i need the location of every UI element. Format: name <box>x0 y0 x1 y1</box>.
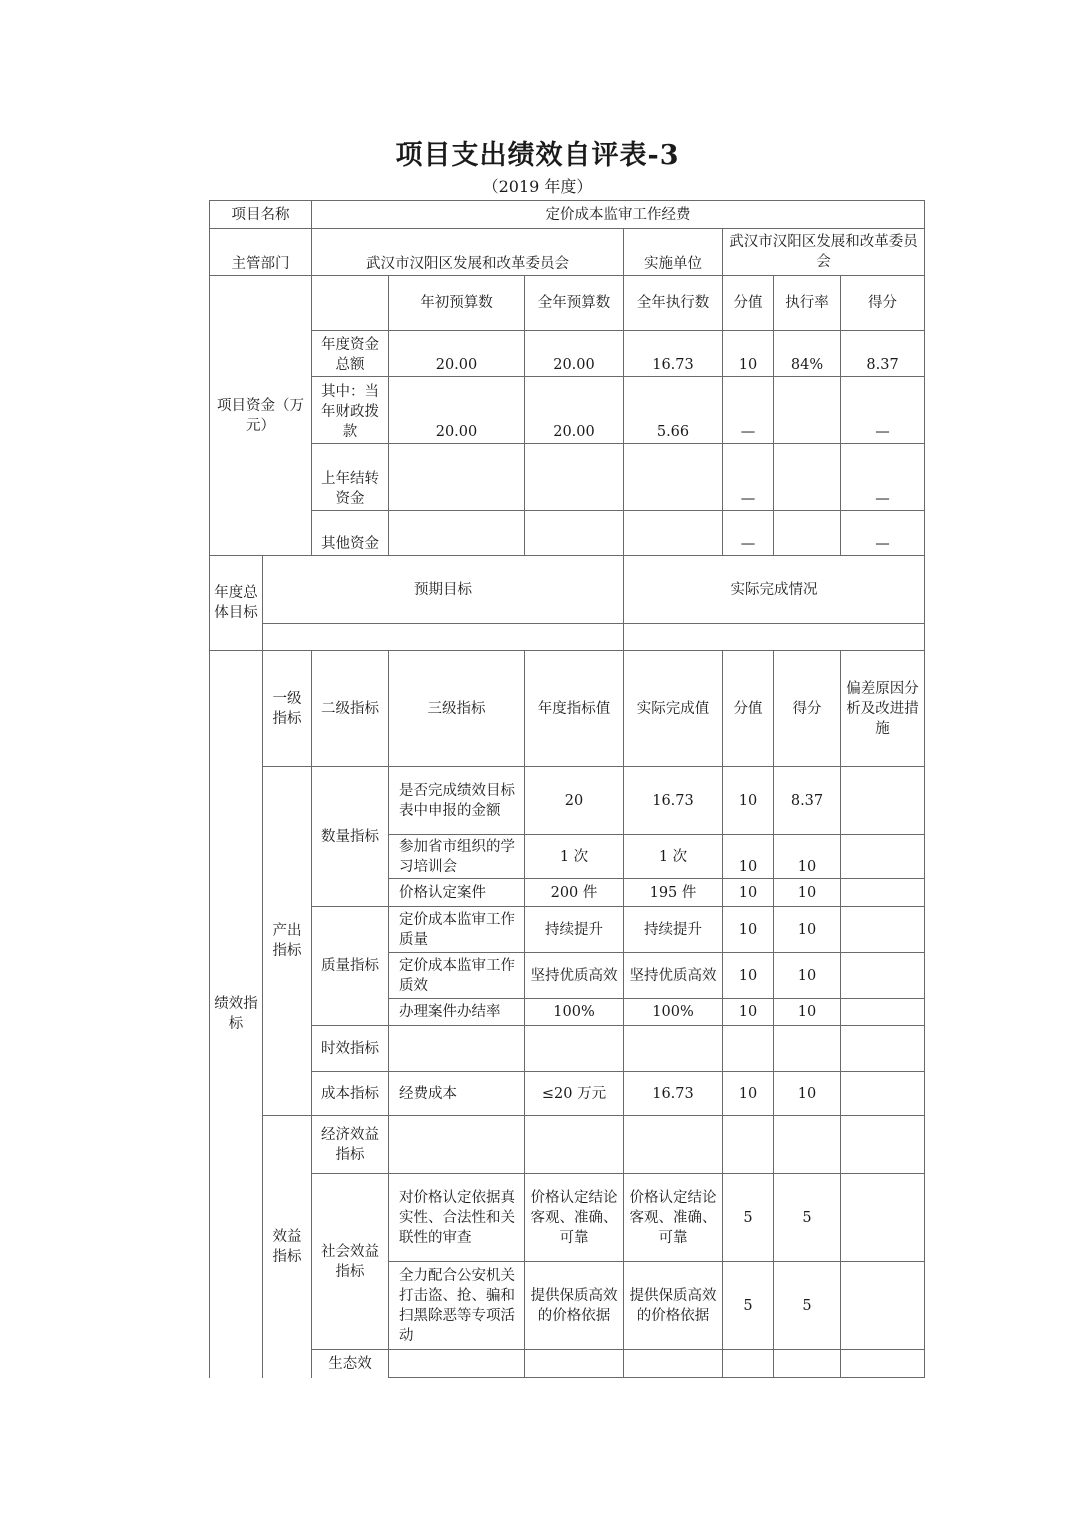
indicator-score: 10 <box>723 879 774 907</box>
indicator-header: 分值 <box>723 651 774 767</box>
indicator-actual: 坚持优质高效 <box>624 953 723 999</box>
funds-cell: — <box>723 511 774 556</box>
funds-header: 执行率 <box>774 276 841 331</box>
funds-row <box>210 331 925 377</box>
funds-cell: 8.37 <box>841 331 925 377</box>
funds-row-name: 其他资金 <box>312 511 389 556</box>
goals-value-row <box>210 624 925 651</box>
funds-row-name: 上年结转资金 <box>312 444 389 511</box>
funds-row <box>210 444 925 511</box>
funds-cell: — <box>723 377 774 444</box>
indicator-header: 二级指标 <box>312 651 389 767</box>
indicator-score: 10 <box>723 953 774 999</box>
funds-cell <box>389 444 525 511</box>
indicator-name: 定价成本监审工作质效 <box>389 953 525 999</box>
indicator-actual: 价格认定结论客观、准确、可靠 <box>624 1174 723 1262</box>
benefit-label: 效益指标 <box>263 1116 312 1378</box>
goals-header-row <box>210 556 925 624</box>
funds-header: 全年预算数 <box>525 276 624 331</box>
empty-cell <box>841 1026 925 1072</box>
indicator-actual: 提供保质高效的价格依据 <box>624 1262 723 1350</box>
funds-cell <box>525 511 624 556</box>
funds-header: 年初预算数 <box>389 276 525 331</box>
indicator-score: 5 <box>723 1174 774 1262</box>
funds-header-row <box>210 276 925 331</box>
indicator-score: 10 <box>723 1072 774 1116</box>
funds-label: 项目资金（万元） <box>210 276 312 556</box>
goals-actual-header: 实际完成情况 <box>624 556 925 624</box>
empty-cell <box>525 1350 624 1378</box>
funds-header: 分值 <box>723 276 774 331</box>
indicator-got: 10 <box>774 1072 841 1116</box>
dept-name: 武汉市汉阳区发展和改革委员会 <box>312 229 624 276</box>
funds-row <box>210 377 925 444</box>
goals-actual-value <box>624 624 925 651</box>
indicator-header-row <box>210 651 925 767</box>
funds-cell: — <box>841 511 925 556</box>
funds-cell <box>389 511 525 556</box>
project-row <box>210 201 925 229</box>
empty-cell <box>723 1350 774 1378</box>
empty-cell <box>624 1026 723 1072</box>
timeliness-label: 时效指标 <box>312 1026 389 1072</box>
indicator-score: 10 <box>723 907 774 953</box>
funds-cell: 16.73 <box>624 331 723 377</box>
empty-cell <box>525 1026 624 1072</box>
indicator-target: ≤20 万元 <box>525 1072 624 1116</box>
funds-cell <box>774 444 841 511</box>
indicator-note <box>841 1072 925 1116</box>
empty-cell <box>723 1116 774 1174</box>
indicator-actual: 195 件 <box>624 879 723 907</box>
empty-cell <box>841 1350 925 1378</box>
indicator-got: 10 <box>774 953 841 999</box>
dept-row <box>210 229 925 276</box>
empty-cell <box>624 1116 723 1174</box>
indicator-header: 偏差原因分析及改进措施 <box>841 651 925 767</box>
funds-cell: — <box>841 377 925 444</box>
empty-cell <box>389 1026 525 1072</box>
indicator-got: 10 <box>774 907 841 953</box>
indicator-score: 5 <box>723 1262 774 1350</box>
indicator-row <box>210 907 925 953</box>
indicator-got: 10 <box>774 835 841 879</box>
empty-cell <box>723 1026 774 1072</box>
dept-label: 主管部门 <box>210 229 312 276</box>
indicator-row <box>210 1174 925 1262</box>
empty-cell <box>841 1116 925 1174</box>
project-name: 定价成本监审工作经费 <box>312 201 925 229</box>
empty-cell <box>774 1116 841 1174</box>
goals-expected-value <box>263 624 624 651</box>
funds-cell <box>624 511 723 556</box>
funds-cell: — <box>841 444 925 511</box>
funds-header: 得分 <box>841 276 925 331</box>
indicator-actual: 16.73 <box>624 1072 723 1116</box>
indicator-row <box>210 1026 925 1072</box>
unit-label: 实施单位 <box>624 229 723 276</box>
goals-label: 年度总体目标 <box>210 556 263 651</box>
indicator-target: 提供保质高效的价格依据 <box>525 1262 624 1350</box>
indicator-got: 10 <box>774 999 841 1026</box>
indicators-label: 绩效指标 <box>210 651 263 1378</box>
indicator-note <box>841 1262 925 1350</box>
output-label: 产出指标 <box>263 767 312 1116</box>
indicator-score: 10 <box>723 835 774 879</box>
indicator-target: 持续提升 <box>525 907 624 953</box>
indicator-name: 是否完成绩效目标表中申报的金额 <box>389 767 525 835</box>
indicator-name: 全力配合公安机关打击盗、抢、骗和扫黑除恶等专项活动 <box>389 1262 525 1350</box>
indicator-row <box>210 1072 925 1116</box>
social-label: 社会效益指标 <box>312 1174 389 1350</box>
funds-cell: 20.00 <box>525 331 624 377</box>
funds-cell: 5.66 <box>624 377 723 444</box>
indicator-header: 得分 <box>774 651 841 767</box>
indicator-target: 价格认定结论客观、准确、可靠 <box>525 1174 624 1262</box>
empty-cell <box>389 1116 525 1174</box>
funds-row-name: 其中：当年财政拨款 <box>312 377 389 444</box>
indicator-name: 定价成本监审工作质量 <box>389 907 525 953</box>
indicator-name: 价格认定案件 <box>389 879 525 907</box>
funds-cell: — <box>723 444 774 511</box>
empty-cell <box>389 1350 525 1378</box>
indicator-actual: 16.73 <box>624 767 723 835</box>
indicator-name: 对价格认定依据真实性、合法性和关联性的审查 <box>389 1174 525 1262</box>
indicator-name: 办理案件办结率 <box>389 999 525 1026</box>
page-title: 项目支出绩效自评表-3 <box>395 140 680 171</box>
empty-cell <box>774 1026 841 1072</box>
project-label: 项目名称 <box>210 201 312 229</box>
ecology-label: 生态效 <box>312 1350 389 1378</box>
funds-cell: 20.00 <box>389 377 525 444</box>
funds-cell <box>774 377 841 444</box>
indicator-note <box>841 835 925 879</box>
indicator-score: 10 <box>723 999 774 1026</box>
performance-table <box>209 200 925 1378</box>
funds-cell <box>525 444 624 511</box>
indicator-got: 10 <box>774 879 841 907</box>
report-year: （2019 年度） <box>482 177 593 196</box>
funds-cell: 20.00 <box>525 377 624 444</box>
funds-row <box>210 511 925 556</box>
funds-header-blank <box>312 276 389 331</box>
funds-cell: 20.00 <box>389 331 525 377</box>
indicator-target: 20 <box>525 767 624 835</box>
funds-header: 全年执行数 <box>624 276 723 331</box>
indicator-target: 200 件 <box>525 879 624 907</box>
indicator-got: 5 <box>774 1174 841 1262</box>
indicator-target: 坚持优质高效 <box>525 953 624 999</box>
unit-name: 武汉市汉阳区发展和改革委员会 <box>723 229 925 276</box>
indicator-name: 经费成本 <box>389 1072 525 1116</box>
indicator-score: 10 <box>723 767 774 835</box>
indicator-actual: 1 次 <box>624 835 723 879</box>
funds-row-name: 年度资金总额 <box>312 331 389 377</box>
cost-label: 成本指标 <box>312 1072 389 1116</box>
indicator-header: 年度指标值 <box>525 651 624 767</box>
empty-cell <box>525 1116 624 1174</box>
indicator-got: 8.37 <box>774 767 841 835</box>
empty-cell <box>774 1350 841 1378</box>
indicator-actual: 100% <box>624 999 723 1026</box>
funds-cell: 84% <box>774 331 841 377</box>
funds-cell: 10 <box>723 331 774 377</box>
indicator-name: 参加省市组织的学习培训会 <box>389 835 525 879</box>
indicator-note <box>841 1174 925 1262</box>
quantity-label: 数量指标 <box>312 767 389 907</box>
indicator-row <box>210 767 925 835</box>
empty-cell <box>624 1350 723 1378</box>
indicator-note <box>841 953 925 999</box>
indicator-note <box>841 999 925 1026</box>
indicator-actual: 持续提升 <box>624 907 723 953</box>
indicator-row <box>210 1350 925 1378</box>
funds-cell <box>774 511 841 556</box>
indicator-header: 三级指标 <box>389 651 525 767</box>
indicator-note <box>841 767 925 835</box>
quality-label: 质量指标 <box>312 907 389 1026</box>
indicator-note <box>841 907 925 953</box>
indicator-note <box>841 879 925 907</box>
indicator-row <box>210 1116 925 1174</box>
indicator-target: 100% <box>525 999 624 1026</box>
indicator-target: 1 次 <box>525 835 624 879</box>
goals-expected-header: 预期目标 <box>263 556 624 624</box>
economic-label: 经济效益指标 <box>312 1116 389 1174</box>
indicator-header: 一级指标 <box>263 651 312 767</box>
funds-cell <box>624 444 723 511</box>
indicator-got: 5 <box>774 1262 841 1350</box>
indicator-header: 实际完成值 <box>624 651 723 767</box>
